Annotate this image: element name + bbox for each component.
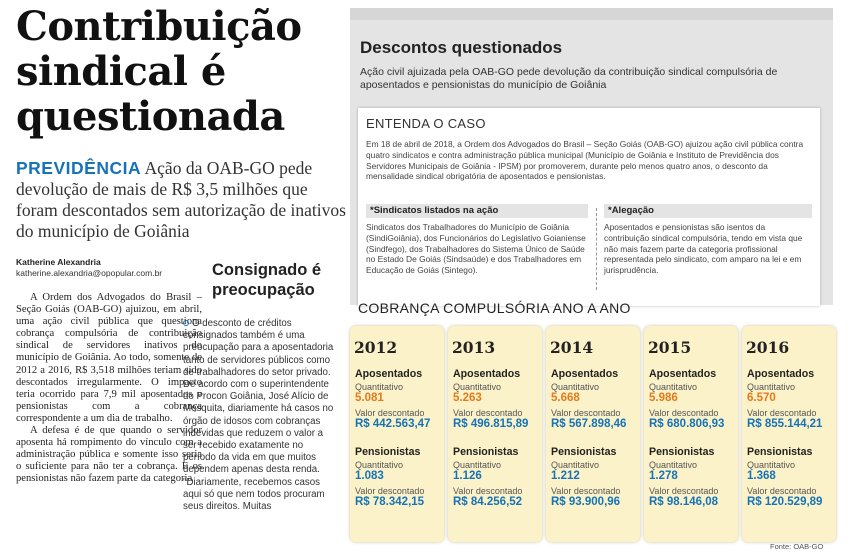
case-title: ENTENDA O CASO (366, 116, 486, 131)
headline-line-3: questionada (16, 93, 285, 140)
quantity-label: Quantitativo (355, 460, 404, 470)
quantity-label: Quantitativo (551, 460, 600, 470)
quantity-label: Quantitativo (747, 460, 796, 470)
retirees-heading: Aposentados (649, 368, 717, 380)
author-email[interactable]: katherine.alexandria@opopular.com.br (16, 268, 163, 278)
retirees-heading: Aposentados (355, 368, 423, 380)
year-card-2014 (546, 326, 640, 542)
pensioners-amount: R$ 120.529,89 (747, 496, 823, 508)
case-text: Em 18 de abril de 2018, a Ordem dos Advogados do Brasil – Seção Goiás (OAB-GO) ajuizou ação civil pública contra quatro sindicatos e contra administração pública municipal (Município de Goiânia e Instituto de Previdência dos Servidores Municipais de Goiânia - IPSM) por promoverem, durante pelo menos quatro anos, o desconto da mensalidade sindical obrigatória de aposentados e pensionistas. (366, 139, 804, 182)
unions-heading: *Sindicatos listados na ação (366, 204, 588, 218)
retirees-amount: R$ 442.563,47 (355, 418, 431, 430)
retirees-quantity: 5.081 (355, 392, 384, 404)
pensioners-quantity: 1.278 (649, 470, 678, 482)
retirees-quantity: 6.570 (747, 392, 776, 404)
bullet-icon (183, 320, 189, 326)
byline (16, 257, 201, 279)
retirees-heading: Aposentados (747, 368, 815, 380)
retirees-quantity: 5.668 (551, 392, 580, 404)
pensioners-heading: Pensionistas (453, 446, 519, 458)
retirees-heading: Aposentados (453, 368, 521, 380)
graphic-header-panel (350, 20, 833, 305)
graphic-title: Descontos questionados (360, 38, 563, 57)
sidebar-title: Consignado é preocupação (212, 261, 322, 299)
pensioners-quantity: 1.083 (355, 470, 384, 482)
year-card-2012 (350, 326, 444, 542)
body-paragraph: A defesa é de que quando o servidor aposenta há rompimento do vínculo com a administração pública e somente isso seria o suficiente para não ter a cobrança. E os pensionistas não fazem parte da categoria (16, 425, 202, 485)
yearly-section-title: COBRANÇA COMPULSÓRIA ANO A ANO (358, 300, 631, 316)
year-card-2013 (448, 326, 542, 542)
year-label: 2016 (746, 338, 790, 357)
pensioners-amount: R$ 93.900,96 (551, 496, 621, 508)
retirees-amount: R$ 680.806,93 (649, 418, 725, 430)
retirees-quantity: 5.986 (649, 392, 678, 404)
sidebar-text: O desconto de créditos consignados também é uma preocupação para a aposentadoria tanto de servidores públicos como de trabalhadores do setor privado. De acordo com o superintendente do Procon Goiânia, José Alício de Mesquita, diariamente há casos no órgão de idosos com cobranças indevidas que reduzem o valor a ser recebido exatamente no período da vida em que muitos dependem apenas desta renda. "Diariamente, recebemos casos aqui só que nem todos procuram seus direitos. Muitas (183, 318, 334, 513)
year-card-2015 (644, 326, 738, 542)
quantity-label: Quantitativo (355, 382, 404, 392)
graphic-top-bar (350, 8, 833, 20)
divider (596, 208, 597, 290)
article-body (16, 292, 202, 553)
sidebar-text-block (183, 318, 338, 553)
case-paper (358, 108, 820, 306)
infographic (350, 8, 833, 553)
amount-label: Valor descontado (747, 408, 817, 418)
quantity-label: Quantitativo (747, 382, 796, 392)
amount-label: Valor descontado (355, 486, 425, 496)
retirees-heading: Aposentados (551, 368, 619, 380)
quantity-label: Quantitativo (551, 382, 600, 392)
amount-label: Valor descontado (355, 408, 425, 418)
quantity-label: Quantitativo (649, 460, 698, 470)
author-name: Katherine Alexandria (16, 257, 101, 267)
year-label: 2013 (452, 338, 496, 357)
quantity-label: Quantitativo (649, 382, 698, 392)
pensioners-quantity: 1.368 (747, 470, 776, 482)
pensioners-amount: R$ 78.342,15 (355, 496, 425, 508)
pensioners-amount: R$ 98.146,08 (649, 496, 719, 508)
source-note: Fonte: OAB-GO (770, 542, 824, 551)
headline-line-2: sindical é (16, 48, 226, 95)
unions-text: Sindicatos dos Trabalhadores do Município de Goiânia (SindiGoiânia), dos Funcionários do Legislativo Goianiense (Sindfego), dos Trabalhadores do Sistema Único de Saúde no Estado De Goiás (Sindsaúde) e dos Trabalhadores em Educação de Goiás (Sintego). (366, 222, 586, 276)
deck-text: Ação da OAB-GO pede devolução de mais de R$ 3,5 milhões que foram descontados sem autorização de inativos do município de Goiânia (16, 158, 346, 241)
headline-line-1: Contribuição (16, 3, 302, 50)
quantity-label: Quantitativo (453, 460, 502, 470)
pensioners-quantity: 1.212 (551, 470, 580, 482)
article-headline (16, 4, 346, 139)
year-label: 2015 (648, 338, 692, 357)
section-kicker: PREVIDÊNCIA (16, 158, 142, 178)
retirees-quantity: 5.263 (453, 392, 482, 404)
pensioners-heading: Pensionistas (649, 446, 715, 458)
amount-label: Valor descontado (747, 486, 817, 496)
body-paragraph: A Ordem dos Advogados do Brasil – Seção Goiás (OAB-GO) ajuizou, em abril, uma ação civil pública que questiona cobrança compulsória de contribuição sindical de servidores inativos do município de Goiânia. Ao todo, somente de 2012 a 2016, R$ 3,518 milhões teriam sido descontados irregularmente. O impacto teria ocorrido para 7,9 mil aposentados e pensionistas com a cobrança correspondente a um dia de trabalho. (16, 292, 202, 424)
retirees-amount: R$ 855.144,21 (747, 418, 823, 430)
pensioners-quantity: 1.126 (453, 470, 482, 482)
claim-text: Aposentados e pensionistas são isentos da contribuição sindical compulsória, tendo em vista que não mais fazem parte da categoria profissional representada pelo sindicato, com amparo na lei e em jurisprudência. (604, 222, 803, 276)
amount-label: Valor descontado (551, 486, 621, 496)
pensioners-amount: R$ 84.256,52 (453, 496, 523, 508)
retirees-amount: R$ 567.898,46 (551, 418, 627, 430)
amount-label: Valor descontado (453, 408, 523, 418)
pensioners-heading: Pensionistas (355, 446, 421, 458)
pensioners-heading: Pensionistas (551, 446, 617, 458)
amount-label: Valor descontado (551, 408, 621, 418)
article-deck (16, 158, 346, 242)
quantity-label: Quantitativo (453, 382, 502, 392)
year-card-2016 (742, 326, 836, 542)
retirees-amount: R$ 496.815,89 (453, 418, 529, 430)
year-label: 2014 (550, 338, 594, 357)
pensioners-heading: Pensionistas (747, 446, 813, 458)
amount-label: Valor descontado (649, 408, 719, 418)
amount-label: Valor descontado (649, 486, 719, 496)
claim-heading: *Alegação (604, 204, 812, 218)
amount-label: Valor descontado (453, 486, 523, 496)
graphic-subtitle: Ação civil ajuizada pela OAB-GO pede devolução da contribuição sindical compulsória de aposentados e pensionistas do município de Goiânia (360, 66, 778, 91)
year-label: 2012 (354, 338, 398, 357)
